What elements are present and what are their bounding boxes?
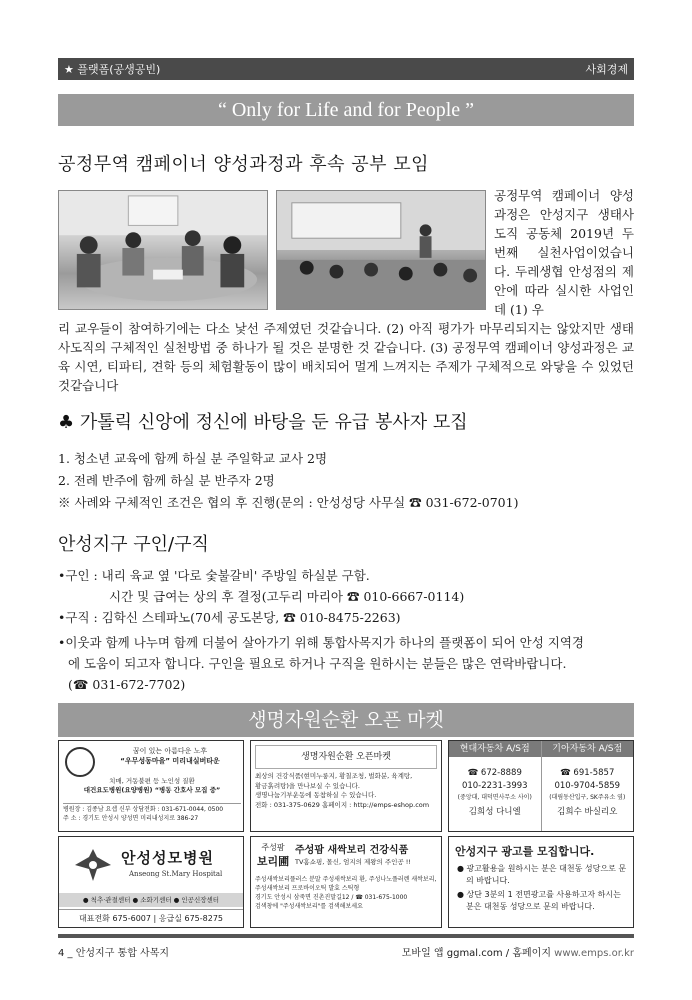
section-right-label: 사회경제 (585, 63, 628, 76)
campaign-photo-2 (276, 190, 486, 310)
footer-homepage-link[interactable]: www.emps.or.kr (554, 948, 634, 959)
notice-line: 에 도움이 되고자 합니다. 구인을 필요로 하거나 구직을 원하시는 분들은 많은 연락바랍니다. (68, 656, 567, 671)
list-item: 2. 전례 반주에 함께 하실 분 반주자 2명 (58, 473, 275, 488)
section-header-bar (58, 58, 634, 80)
ad-line: 최상의 건강식품(현미누룽지, 황칠조청, 벌화분, 육계탕, (255, 772, 413, 780)
hospital-cross-icon (69, 847, 117, 883)
owner: 김희수 바실리오 (557, 807, 618, 817)
hospital-centers: ● 척추·관절센터 ● 소화기센터 ● 인공신장센터 (59, 893, 243, 907)
market-banner: 생명자원순환 오픈 마켓 (58, 703, 634, 737)
volunteer-list (58, 448, 634, 514)
phone: ☎ 691-5857 (560, 768, 615, 778)
list-item: 1. 청소년 교육에 함께 하실 분 주일학교 교사 2명 (58, 451, 328, 466)
campaign-paragraph: 리 교우들이 참여하기에는 다소 낯선 주제였던 것같습니다. (2) 아직 평가가 마무리되지는 않았지만 생태사도직의 구체적인 실천방법 중 하나가 될 것은 분명한 것 같습니다. (3) 공정무역 캠페이너 양성과정은 교육 시연, 티파티, 견학 등의 체험활동이 많이 배치되어 멀게 느껴지는 주제가 구체적으로 와닿을 수 있었던 것같습니다 (58, 321, 634, 393)
hospital-name-english: Anseong St.Mary Hospital (129, 870, 223, 878)
ad-line: 대건요도병원(요양병원) “병동 간호사 모집 중” (83, 786, 221, 794)
ad-line: 전화 : 031-375-0629 홈페이지 : http://emps-eshop.com (255, 800, 430, 809)
location: (중앙대, 대덕면사무소 사이) (457, 794, 532, 801)
volunteer-title: ♣ 가톨릭 신앙에 정신에 바탕을 둔 유급 봉사자 모집 (58, 412, 468, 433)
recruit-bullet: ● 광고활용을 원하시는 분은 대천동 성당으로 문의 바랍니다. (457, 864, 627, 885)
hospital-name: 안성성모병원 (121, 849, 214, 867)
hospital-phones: 대표전화 675-6007 | 응급실 675-8275 (59, 909, 243, 927)
recruit-bullet: ● 상단 3분의 1 전면광고를 사용하고자 하시는 분은 대천동 성당으로 문의 바랍니다. (457, 890, 621, 911)
ad-car-service[interactable] (448, 740, 634, 832)
ad-line: 황금흙려탕)을 만나보실 수 있습니다. (255, 781, 360, 790)
ad-silver-town[interactable] (58, 740, 244, 832)
phone: ☎ 672-8889 (467, 768, 522, 778)
ad-line: 생명나눔기부운동에 동참하실 수 있습니다. (255, 791, 377, 799)
ad-line: 치매, 거동불편 등 노인성 질환 (109, 777, 195, 785)
barley-logo: 주성팜 보리圃 (256, 843, 290, 868)
hire-detail: 시간 및 급여는 상의 후 결정(고두리 마리아 ☎ 010-6667-0114) (109, 589, 465, 604)
kia-column (542, 741, 634, 831)
ad-line: 병원장 : 김종남 요셉 신부 상담전화 : 031-671-0044, 0500 (63, 806, 224, 813)
ad-hospital[interactable] (58, 836, 244, 928)
silver-town-logo-icon (65, 747, 95, 777)
barley-subtitle: TV홈쇼핑, 몰신, 엄지의 제왕의 주인공 !! (295, 858, 411, 866)
footer-app-link[interactable]: 모바일 앱 ggmal.com / 홈페이지 (401, 948, 555, 959)
ad-line: 주성새싹보리 프로바이오틱 발효 스틱형 (255, 885, 360, 892)
hyundai-column (449, 741, 542, 831)
column-header: 기아자동차 A/S점 (542, 741, 634, 757)
ad-line: 주성새싹보리플러스 분말 주성새싹보리 환, 주성나노플러렌 새싹보리, (255, 876, 437, 883)
ad-line: 주 소 : 경기도 안성시 양성면 미리내성지로 386-27 (63, 814, 199, 822)
seek-line: •구직 : 김학신 스테파노(70세 공도본당, ☎ 010-8475-2263) (58, 610, 401, 625)
location: (대림동산입구, SK주유소 옆) (549, 794, 626, 801)
ad-line: 꿈이 있는 아름다운 노후 (132, 747, 208, 755)
notice-line: •이웃과 함께 나누며 함께 더불어 살아가기 위해 통합사목지가 하나의 플랫폼이 되어 안성 지역경 (58, 635, 584, 650)
jobs-title: 안성지구 구인/구직 (58, 534, 209, 555)
ad-line: 검색창에 "주성새싹보리"를 검색해보세요 (255, 903, 363, 910)
slogan-banner: “ Only for Life and for People ” (58, 94, 634, 126)
open-market-logo: 생명자원순환 오픈마켓 (255, 745, 437, 769)
barley-title: 주성팜 새싹보리 건강식품 (295, 845, 409, 856)
hire-line: •구인 : 내리 육교 옆 '다로 숯불갈비' 주방일 하실분 구함. (58, 568, 370, 583)
recruit-title: 안성지구 광고를 모집합니다. (455, 845, 595, 858)
notice-contact: (☎ 031-672-7702) (68, 677, 186, 692)
section-left-label: ★ 플랫폼(공생공빈) (64, 63, 161, 76)
ad-line: 경기도 안성시 삼죽면 진촌진말길12 / ☎ 031-675-1000 (255, 894, 408, 901)
footer-page-label: 4 _ 안성지구 통합 사목지 (58, 948, 170, 959)
ad-recruit[interactable] (448, 836, 634, 928)
footer-divider (58, 934, 634, 938)
phone: 010-2231-3993 (461, 781, 528, 791)
ad-line: “우무성동마을” 미리내실버타운 (120, 757, 220, 765)
owner: 김희성 다니엘 (468, 807, 521, 817)
campaign-title: 공정무역 캠페이너 양성과정과 후속 공부 모임 (58, 154, 429, 175)
footer-links (402, 944, 634, 959)
jobs-list (58, 565, 634, 628)
ad-barley[interactable] (250, 836, 442, 928)
ad-open-market[interactable] (250, 740, 442, 832)
phone: 010-9704-5859 (554, 781, 621, 791)
jobs-notice (58, 632, 634, 695)
campaign-photo-1 (58, 190, 268, 310)
campaign-paragraph-side: 공정무역 캠페이너 양성과정은 안성지구 생태사도직 공동체 2019년 두번째 실천사업이었습니다. 두레생협 안성점의 제안에 따라 실시한 사업인데 (1) 우 (494, 188, 634, 317)
column-header: 현대자동차 A/S점 (449, 741, 541, 757)
list-item: ※ 사례와 구체적인 조건은 협의 후 진행(문의 : 안성성당 사무실 ☎ 031-672-0701) (58, 495, 519, 510)
